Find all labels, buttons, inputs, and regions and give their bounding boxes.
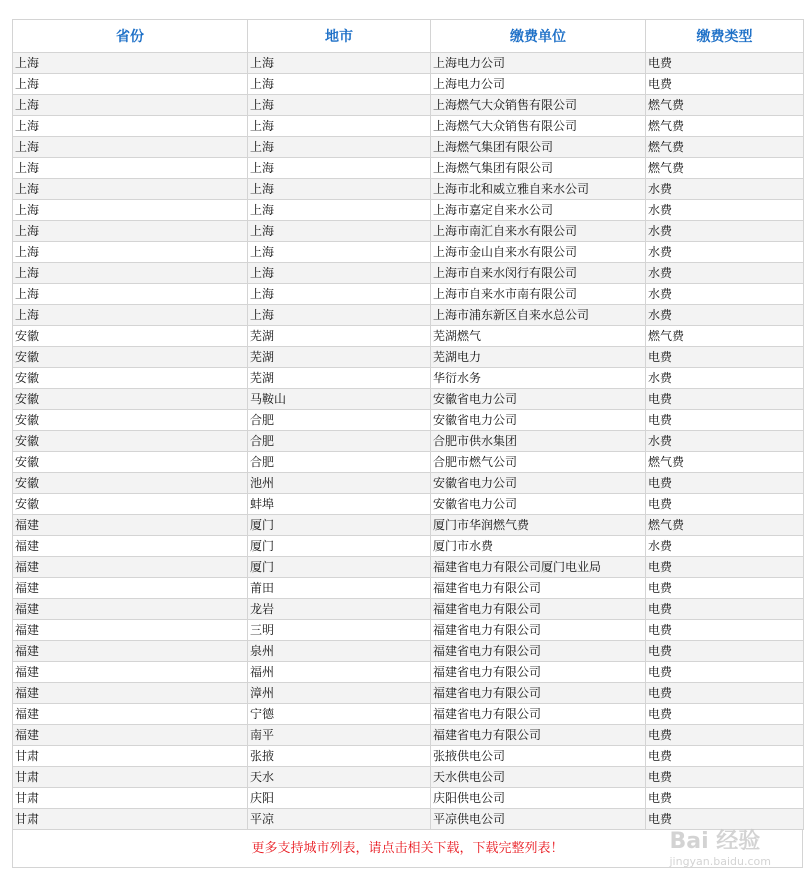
table-row: [13, 179, 804, 200]
cell-city: 平凉: [248, 809, 431, 830]
table-row: [13, 200, 804, 221]
cell-city: 上海: [248, 53, 431, 74]
cell-payee: 上海燃气大众销售有限公司: [431, 95, 646, 116]
city-list-panel: [12, 19, 803, 868]
cell-province: 安徽: [13, 431, 248, 452]
watermark-url: jingyan.baidu.com: [669, 855, 771, 868]
cell-province: 安徽: [13, 368, 248, 389]
cell-payee: 张掖供电公司: [431, 746, 646, 767]
cell-fee-type: 电费: [646, 557, 804, 578]
cell-province: 安徽: [13, 494, 248, 515]
cell-fee-type: 电费: [646, 494, 804, 515]
table-row: [13, 788, 804, 809]
cell-fee-type: 电费: [646, 599, 804, 620]
cell-payee: 福建省电力有限公司: [431, 662, 646, 683]
cell-province: 福建: [13, 599, 248, 620]
table-row: [13, 557, 804, 578]
header-row: [13, 20, 804, 53]
cell-fee-type: 水费: [646, 431, 804, 452]
table-row: [13, 305, 804, 326]
cell-city: 上海: [248, 305, 431, 326]
table-row: [13, 599, 804, 620]
cell-city: 池州: [248, 473, 431, 494]
cell-city: 上海: [248, 284, 431, 305]
cell-province: 福建: [13, 557, 248, 578]
cell-fee-type: 电费: [646, 620, 804, 641]
cell-province: 上海: [13, 137, 248, 158]
table-row: [13, 746, 804, 767]
table-row: [13, 263, 804, 284]
cell-province: 安徽: [13, 389, 248, 410]
cell-city: 合肥: [248, 410, 431, 431]
cell-payee: 福建省电力有限公司: [431, 683, 646, 704]
table-row: [13, 704, 804, 725]
cell-province: 福建: [13, 515, 248, 536]
cell-province: 甘肃: [13, 767, 248, 788]
cell-payee: 芜湖电力: [431, 347, 646, 368]
cell-payee: 平凉供电公司: [431, 809, 646, 830]
table-row: [13, 683, 804, 704]
cell-fee-type: 电费: [646, 725, 804, 746]
cell-payee: 福建省电力有限公司: [431, 725, 646, 746]
cell-payee: 安徽省电力公司: [431, 473, 646, 494]
cell-payee: 厦门市水费: [431, 536, 646, 557]
table-header: [13, 20, 804, 53]
cell-fee-type: 电费: [646, 683, 804, 704]
cell-payee: 福建省电力有限公司厦门电业局: [431, 557, 646, 578]
cell-fee-type: 燃气费: [646, 116, 804, 137]
cell-payee: 上海市嘉定自来水公司: [431, 200, 646, 221]
table-row: [13, 452, 804, 473]
cell-province: 甘肃: [13, 788, 248, 809]
cell-city: 马鞍山: [248, 389, 431, 410]
cell-fee-type: 燃气费: [646, 326, 804, 347]
table-row: [13, 578, 804, 599]
cell-city: 厦门: [248, 557, 431, 578]
table-row: [13, 284, 804, 305]
download-full-list-link[interactable]: 更多支持城市列表，请点击相关下载，下载完整列表！: [12, 830, 803, 868]
cell-fee-type: 电费: [646, 746, 804, 767]
cell-province: 上海: [13, 179, 248, 200]
cell-fee-type: 电费: [646, 662, 804, 683]
table-row: [13, 473, 804, 494]
cell-fee-type: 水费: [646, 284, 804, 305]
cell-province: 上海: [13, 116, 248, 137]
cell-fee-type: 燃气费: [646, 137, 804, 158]
cell-city: 泉州: [248, 641, 431, 662]
cell-city: 厦门: [248, 536, 431, 557]
cell-province: 上海: [13, 263, 248, 284]
cell-fee-type: 电费: [646, 53, 804, 74]
cell-payee: 天水供电公司: [431, 767, 646, 788]
cell-fee-type: 电费: [646, 347, 804, 368]
cell-payee: 上海市金山自来水有限公司: [431, 242, 646, 263]
cell-payee: 上海电力公司: [431, 53, 646, 74]
cell-province: 福建: [13, 641, 248, 662]
cell-payee: 上海市南汇自来水有限公司: [431, 221, 646, 242]
cell-payee: 芜湖燃气: [431, 326, 646, 347]
cell-payee: 上海市北和威立雅自来水公司: [431, 179, 646, 200]
cell-province: 福建: [13, 683, 248, 704]
cell-city: 上海: [248, 158, 431, 179]
cell-payee: 福建省电力有限公司: [431, 704, 646, 725]
cell-city: 芜湖: [248, 347, 431, 368]
table-row: [13, 116, 804, 137]
cell-city: 芜湖: [248, 368, 431, 389]
cell-city: 合肥: [248, 431, 431, 452]
cell-province: 福建: [13, 725, 248, 746]
cell-city: 上海: [248, 179, 431, 200]
table-row: [13, 221, 804, 242]
cell-fee-type: 水费: [646, 536, 804, 557]
cell-fee-type: 电费: [646, 410, 804, 431]
cell-fee-type: 电费: [646, 74, 804, 95]
cell-city: 宁德: [248, 704, 431, 725]
cell-city: 上海: [248, 74, 431, 95]
table-row: [13, 431, 804, 452]
table-row: [13, 95, 804, 116]
cell-payee: 上海电力公司: [431, 74, 646, 95]
cell-payee: 福建省电力有限公司: [431, 620, 646, 641]
cell-city: 上海: [248, 242, 431, 263]
table-row: [13, 515, 804, 536]
cell-province: 福建: [13, 578, 248, 599]
cell-city: 上海: [248, 221, 431, 242]
cell-city: 莆田: [248, 578, 431, 599]
table-row: [13, 620, 804, 641]
cell-fee-type: 水费: [646, 221, 804, 242]
cell-payee: 安徽省电力公司: [431, 494, 646, 515]
cell-province: 甘肃: [13, 746, 248, 767]
table-row: [13, 767, 804, 788]
cell-city: 三明: [248, 620, 431, 641]
cell-fee-type: 电费: [646, 473, 804, 494]
cell-city: 福州: [248, 662, 431, 683]
cell-payee: 华衍水务: [431, 368, 646, 389]
cell-city: 庆阳: [248, 788, 431, 809]
cell-province: 安徽: [13, 473, 248, 494]
cell-province: 安徽: [13, 452, 248, 473]
cell-province: 安徽: [13, 410, 248, 431]
cell-payee: 合肥市供水集团: [431, 431, 646, 452]
cell-payee: 上海燃气大众销售有限公司: [431, 116, 646, 137]
cell-city: 龙岩: [248, 599, 431, 620]
cell-province: 上海: [13, 305, 248, 326]
cell-payee: 安徽省电力公司: [431, 410, 646, 431]
cell-fee-type: 电费: [646, 767, 804, 788]
cell-province: 安徽: [13, 326, 248, 347]
table-row: [13, 368, 804, 389]
cell-city: 上海: [248, 116, 431, 137]
table-row: [13, 641, 804, 662]
table-row: [13, 536, 804, 557]
cell-city: 天水: [248, 767, 431, 788]
header-payee: 缴费单位: [431, 20, 646, 53]
cell-fee-type: 燃气费: [646, 452, 804, 473]
cell-province: 上海: [13, 221, 248, 242]
cell-payee: 福建省电力有限公司: [431, 578, 646, 599]
cell-province: 甘肃: [13, 809, 248, 830]
table-row: [13, 74, 804, 95]
cell-fee-type: 电费: [646, 788, 804, 809]
cell-fee-type: 电费: [646, 809, 804, 830]
cell-city: 上海: [248, 137, 431, 158]
cell-province: 上海: [13, 284, 248, 305]
cell-province: 福建: [13, 620, 248, 641]
cell-fee-type: 水费: [646, 368, 804, 389]
cell-payee: 福建省电力有限公司: [431, 599, 646, 620]
cell-city: 上海: [248, 200, 431, 221]
cell-city: 张掖: [248, 746, 431, 767]
cell-payee: 安徽省电力公司: [431, 389, 646, 410]
cell-province: 上海: [13, 74, 248, 95]
cell-city: 上海: [248, 95, 431, 116]
cell-province: 上海: [13, 158, 248, 179]
cell-city: 蚌埠: [248, 494, 431, 515]
cell-fee-type: 电费: [646, 578, 804, 599]
cell-province: 福建: [13, 662, 248, 683]
cell-city: 上海: [248, 263, 431, 284]
table-row: [13, 725, 804, 746]
cell-province: 福建: [13, 704, 248, 725]
cell-province: 上海: [13, 53, 248, 74]
city-table: [12, 19, 804, 830]
table-row: [13, 347, 804, 368]
cell-city: 芜湖: [248, 326, 431, 347]
cell-fee-type: 电费: [646, 389, 804, 410]
cell-payee: 上海市自来水市南有限公司: [431, 284, 646, 305]
cell-payee: 合肥市燃气公司: [431, 452, 646, 473]
cell-fee-type: 水费: [646, 263, 804, 284]
cell-province: 福建: [13, 536, 248, 557]
cell-fee-type: 燃气费: [646, 515, 804, 536]
header-fee-type: 缴费类型: [646, 20, 804, 53]
cell-city: 合肥: [248, 452, 431, 473]
cell-province: 上海: [13, 200, 248, 221]
header-province: 省份: [13, 20, 248, 53]
cell-fee-type: 电费: [646, 641, 804, 662]
cell-province: 上海: [13, 95, 248, 116]
table-row: [13, 389, 804, 410]
baidu-jingyan-watermark: [669, 824, 771, 868]
cell-province: 安徽: [13, 347, 248, 368]
cell-fee-type: 水费: [646, 200, 804, 221]
cell-city: 厦门: [248, 515, 431, 536]
cell-fee-type: 水费: [646, 179, 804, 200]
table-row: [13, 410, 804, 431]
cell-fee-type: 水费: [646, 305, 804, 326]
cell-fee-type: 燃气费: [646, 95, 804, 116]
table-row: [13, 494, 804, 515]
cell-fee-type: 水费: [646, 242, 804, 263]
watermark-text: Bai 经验: [669, 829, 761, 854]
cell-city: 南平: [248, 725, 431, 746]
cell-payee: 上海燃气集团有限公司: [431, 158, 646, 179]
table-body: [13, 53, 804, 830]
cell-payee: 上海燃气集团有限公司: [431, 137, 646, 158]
table-row: [13, 137, 804, 158]
cell-province: 上海: [13, 242, 248, 263]
table-row: [13, 158, 804, 179]
table-row: [13, 326, 804, 347]
cell-fee-type: 电费: [646, 704, 804, 725]
table-row: [13, 662, 804, 683]
cell-payee: 上海市浦东新区自来水总公司: [431, 305, 646, 326]
cell-payee: 福建省电力有限公司: [431, 641, 646, 662]
cell-city: 漳州: [248, 683, 431, 704]
cell-fee-type: 燃气费: [646, 158, 804, 179]
cell-payee: 上海市自来水闵行有限公司: [431, 263, 646, 284]
table-row: [13, 242, 804, 263]
cell-payee: 庆阳供电公司: [431, 788, 646, 809]
table-row: [13, 53, 804, 74]
cell-payee: 厦门市华润燃气费: [431, 515, 646, 536]
header-city: 地市: [248, 20, 431, 53]
